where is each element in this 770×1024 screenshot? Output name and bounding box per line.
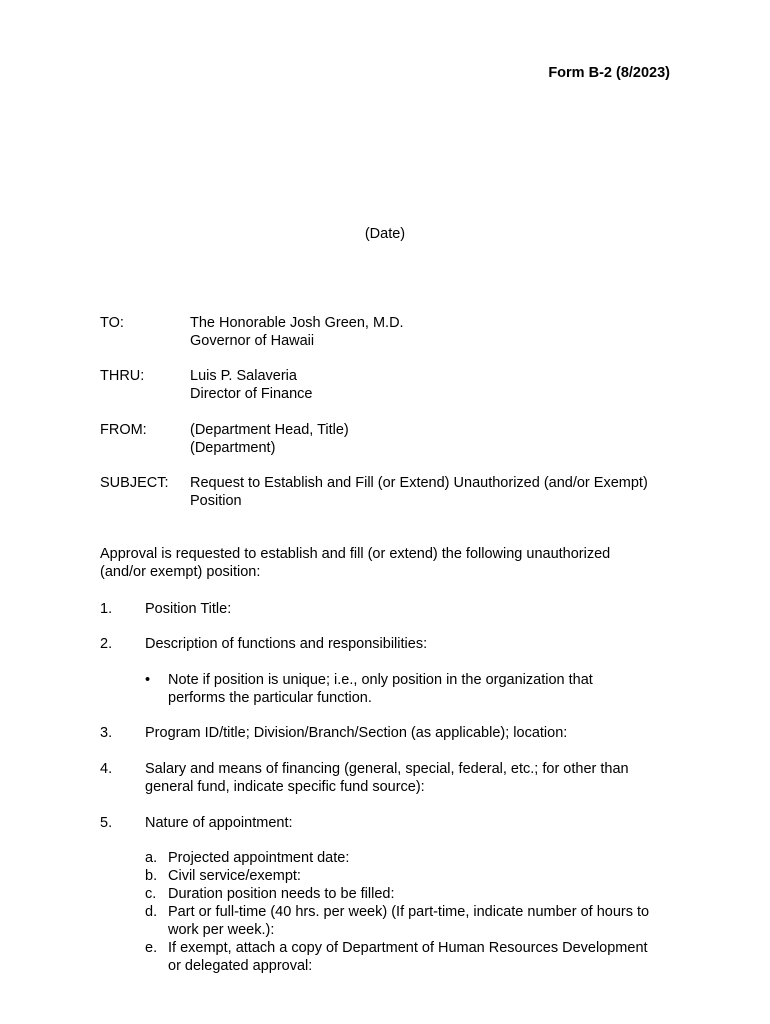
intro-line: Approval is requested to establish and fill (or extend) the following unauthorized — [100, 546, 611, 562]
memo-from-label: FROM: — [100, 422, 147, 438]
date-placeholder: (Date) — [364, 226, 406, 242]
memo-to-line: The Honorable Josh Green, M.D. — [190, 315, 404, 331]
item-text: Description of functions and responsibilities: — [145, 636, 428, 652]
memo-subject-label: SUBJECT: — [100, 475, 169, 491]
sub-item-d — [145, 903, 675, 939]
sub-item-text: Civil service/exempt: — [168, 868, 301, 884]
memo-subject — [100, 474, 680, 510]
sub-item-letter: a. — [145, 850, 158, 866]
memo-from-line: (Department) — [190, 440, 276, 456]
numbered-item-4 — [100, 760, 670, 796]
sub-item-text: Projected appointment date: — [168, 850, 350, 866]
memo-thru-line: Luis P. Salaveria — [190, 368, 297, 384]
memo-thru-line: Director of Finance — [190, 386, 313, 402]
sub-item-letter: c. — [145, 886, 157, 902]
sub-item-text: Duration position needs to be filled: — [168, 886, 395, 902]
numbered-item-5 — [100, 814, 670, 832]
sub-item-text: or delegated approval: — [168, 958, 313, 974]
numbered-item-3 — [100, 724, 670, 742]
item-text: Nature of appointment: — [145, 815, 293, 831]
sub-item-text: Part or full-time (40 hrs. per week) (If part-time, indicate number of hours to — [168, 904, 650, 920]
bullet-icon: • — [145, 672, 151, 688]
memo-subject-line: Request to Establish and Fill (or Extend) Unauthorized (and/or Exempt) — [190, 475, 648, 491]
intro-line: (and/or exempt) position: — [100, 564, 261, 580]
sub-item-text: If exempt, attach a copy of Department of Human Resources Development — [168, 940, 648, 956]
form-identifier: Form B-2 (8/2023) — [548, 65, 670, 81]
sub-item-text: work per week.): — [168, 922, 275, 938]
item-number: 5. — [100, 815, 113, 831]
intro-paragraph — [100, 545, 660, 581]
memo-to-line: Governor of Hawaii — [190, 333, 315, 349]
sub-item-letter: d. — [145, 904, 158, 920]
item-number: 2. — [100, 636, 113, 652]
item-number: 3. — [100, 725, 113, 741]
item-text: general fund, indicate specific fund source): — [145, 779, 425, 795]
bullet-line: Note if position is unique; i.e., only position in the organization that — [168, 672, 593, 688]
appointment-sub-list — [145, 849, 675, 975]
memo-to-label: TO: — [100, 315, 124, 331]
item-text: Program ID/title; Division/Branch/Section (as applicable); location: — [145, 725, 568, 741]
sub-item-c — [145, 885, 675, 903]
memo-subject-line: Position — [190, 493, 242, 509]
numbered-item-1 — [100, 600, 670, 618]
memo-to — [100, 314, 680, 350]
item-text: Salary and means of financing (general, special, federal, etc.; for other than — [145, 761, 629, 777]
sub-item-letter: e. — [145, 940, 158, 956]
sub-item-e — [145, 939, 675, 975]
memo-from — [100, 421, 680, 457]
memo-from-line: (Department Head, Title) — [190, 422, 349, 438]
memo-thru-label: THRU: — [100, 368, 145, 384]
memo-thru — [100, 367, 680, 403]
sub-item-b — [145, 867, 675, 885]
sub-item-a — [145, 849, 675, 867]
bullet-note — [145, 671, 645, 707]
item-number: 1. — [100, 601, 113, 617]
sub-item-letter: b. — [145, 868, 158, 884]
bullet-line: performs the particular function. — [168, 690, 372, 706]
numbered-item-2 — [100, 635, 670, 653]
item-text: Position Title: — [145, 601, 232, 617]
item-number: 4. — [100, 761, 113, 777]
